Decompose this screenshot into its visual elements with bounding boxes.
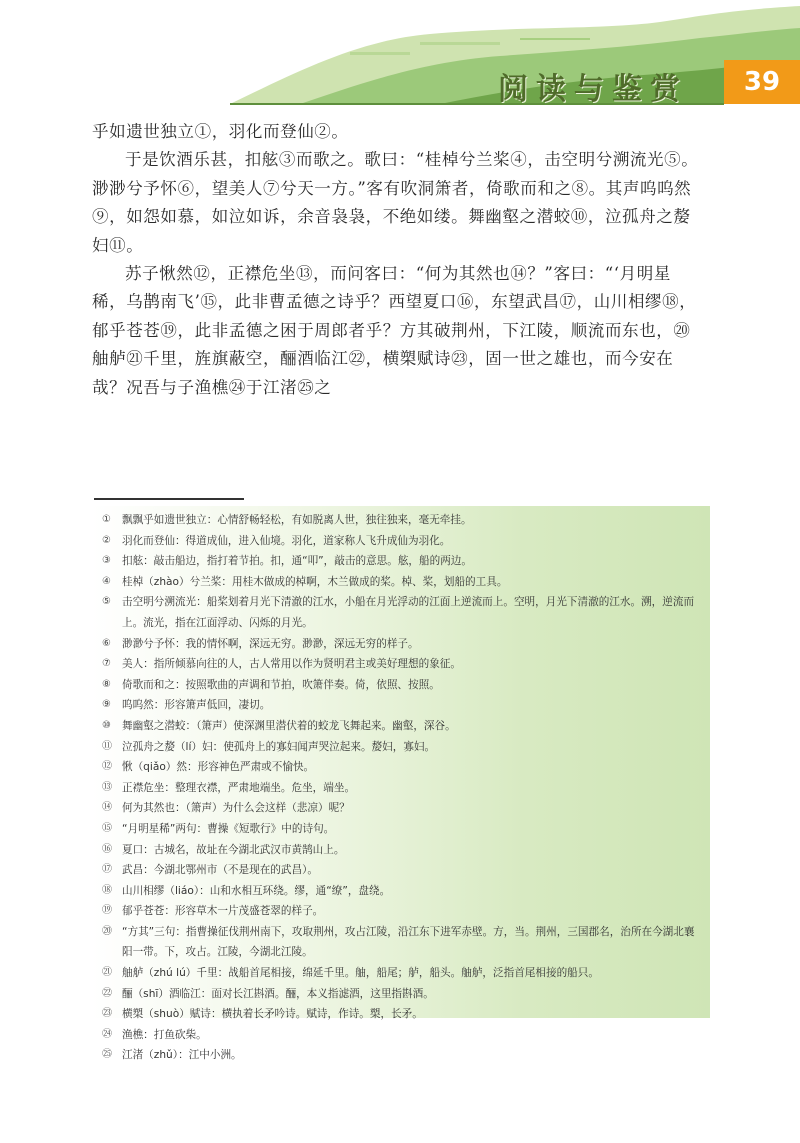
note-item [102,551,700,572]
header-stroke-2 [420,42,500,45]
note-number: ㉕ [102,1049,112,1061]
note-text: 桂棹（zhào）兮兰桨：用桂木做成的棹啊，木兰做成的桨。棹、桨，划船的工具。 [122,575,508,588]
note-item [102,1045,700,1066]
note-item [102,737,700,758]
note-number: ② [102,534,111,546]
note-number: ㉔ [102,1028,112,1040]
note-text: 郁乎苍苍：形容草木一片茂盛苍翠的样子。 [122,905,324,918]
notes-list [92,506,710,1066]
note-number: ⑫ [102,761,112,773]
header-stroke-1 [350,52,410,55]
note-number: ⑪ [102,740,112,752]
note-item [102,840,700,861]
note-number: ⑱ [102,884,112,896]
header-band [0,0,800,110]
note-item [102,716,700,737]
note-item [102,860,700,881]
note-item [102,1004,700,1025]
note-number: ⑧ [102,678,111,690]
note-item [102,922,700,963]
note-text: 正襟危坐：整理衣襟，严肃地端坐。危坐，端坐。 [122,781,356,794]
main-paragraph-2: 于是饮酒乐甚，扣舷③而歌之。歌曰：“桂棹兮兰桨④，击空明兮溯流光⑤。渺渺兮予怀⑥，望美人⑦兮天一方。”客有吹洞箫者，倚歌而和之⑧。其声呜呜然⑨，如怨如慕，如泣如诉，余音袅袅，不绝如缕。舞幽壑之潜蛟⑩，泣孤舟之嫠妇⑪。 [92,150,699,255]
footnote-divider [94,498,244,500]
note-item [102,675,700,696]
note-text: 呜呜然：形容箫声低回，凄切。 [122,699,271,712]
note-item [102,881,700,902]
note-item [102,634,700,655]
note-text: 倚歌而和之：按照歌曲的声调和节拍，吹箫伴奏。倚，依照、按照。 [122,678,440,691]
note-number: ⑮ [102,822,112,834]
note-number: ③ [102,555,111,567]
note-item [102,592,700,633]
note-text: 山川相缪（liáo）：山和水相互环绕。缪，通“缭”，盘绕。 [122,884,391,897]
note-item [102,510,700,531]
note-text: 横槊（shuò）赋诗：横执着长矛吟诗。赋诗，作诗。槊，长矛。 [122,1008,423,1021]
note-number: ⑨ [102,699,111,711]
note-item [102,798,700,819]
note-item [102,757,700,778]
note-text: 飘飘乎如遗世独立：心情舒畅轻松，有如脱离人世，独往独来，毫无牵挂。 [122,514,472,526]
main-text [92,118,702,402]
note-text: 泣孤舟之嫠（lí）妇：使孤舟上的寡妇闻声哭泣起来。嫠妇，寡妇。 [122,740,436,753]
note-text: 渺渺兮予怀：我的情怀啊，深远无穷。渺渺，深远无穷的样子。 [122,637,419,650]
main-paragraph-1: 乎如遗世独立①，羽化而登仙②。 [92,122,349,141]
note-item [102,901,700,922]
note-number: ⑬ [102,781,112,793]
section-title: 阅读与鉴赏 [498,72,688,107]
note-number: ⑥ [102,637,111,649]
note-number: ⑭ [102,802,112,814]
header-stroke-3 [520,38,590,40]
note-number: ⑦ [102,658,111,670]
note-text: 渔樵：打鱼砍柴。 [122,1028,207,1041]
note-number: ㉑ [102,967,112,979]
note-number: ⑰ [102,864,112,876]
notes-box [92,506,710,1062]
note-text: 羽化而登仙：得道成仙，进入仙境。羽化，道家称人飞升成仙为羽化。 [122,534,451,547]
note-number: ㉒ [102,987,112,999]
note-number: ⑤ [102,596,111,608]
note-number: ⑳ [102,925,112,937]
note-text: 武昌：今湖北鄂州市（不是现在的武昌）。 [122,864,318,877]
note-text: “月明星稀”两句：曹操《短歌行》中的诗句。 [122,822,335,835]
note-item [102,695,700,716]
note-text: 江渚（zhǔ）：江中小洲。 [122,1049,242,1062]
note-number: ⑯ [102,843,112,855]
note-item [102,654,700,675]
page-number: 39 [724,60,800,104]
note-item [102,819,700,840]
note-item [102,1025,700,1046]
note-item [102,572,700,593]
note-item [102,778,700,799]
note-text: “方其”三句：指曹操征伐荆州南下，攻取荆州，攻占江陵，沿江东下进军赤壁。方，当。荆州，三国郡名，治所在今湖北襄阳一带。下，攻占。江陵，今湖北江陵。 [122,925,695,959]
note-text: 扣舷：敲击船边，指打着节拍。扣，通“叩”，敲击的意思。舷，船的两边。 [122,555,472,568]
note-number: ① [102,514,111,525]
note-item [102,531,700,552]
main-paragraph-3: 苏子愀然⑫，正襟危坐⑬，而问客曰：“何为其然也⑭？”客曰：“‘月明星稀，乌鹊南飞’⑮，此非曹孟德之诗乎？西望夏口⑯，东望武昌⑰，山川相缪⑱，郁乎苍苍⑲，此非孟德之困于周郎者乎？方其破荆州，下江陵，顺流而东也，⑳舳舻㉑千里，旌旗蔽空，酾酒临江㉒，横槊赋诗㉓，固一世之雄也，而今安在哉？况吾与子渔樵㉔于江渚㉕之 [92,264,697,397]
note-text: 击空明兮溯流光：船桨划着月光下清澈的江水，小船在月光浮动的江面上逆流而上。空明，月光下清澈的江水。溯，逆流而上。流光，指在江面浮动、闪烁的月光。 [122,596,695,629]
note-text: 美人：指所倾慕向往的人，古人常用以作为贤明君主或美好理想的象征。 [122,658,461,671]
note-item [102,963,700,984]
note-item [102,984,700,1005]
note-text: 舞幽壑之潜蛟：（箫声）使深渊里潜伏着的蛟龙飞舞起来。幽壑，深谷。 [122,719,456,732]
note-number: ④ [102,575,111,587]
note-text: 愀（qiǎo）然：形容神色严肃或不愉快。 [122,761,315,774]
note-text: 舳舻（zhú lú）千里：战船首尾相接，绵延千里。舳，船尾；舻，船头。舳舻，泛指首尾相接的船只。 [122,967,599,980]
note-number: ⑲ [102,905,112,917]
note-text: 夏口：古城名，故址在今湖北武汉市黄鹄山上。 [122,843,345,856]
note-number: ㉓ [102,1008,112,1020]
note-text: 酾（shī）酒临江：面对长江斟酒。酾，本义指滤酒，这里指斟酒。 [122,987,434,1000]
note-number: ⑩ [102,719,111,731]
note-text: 何为其然也：（箫声）为什么会这样（悲凉）呢？ [122,802,350,815]
